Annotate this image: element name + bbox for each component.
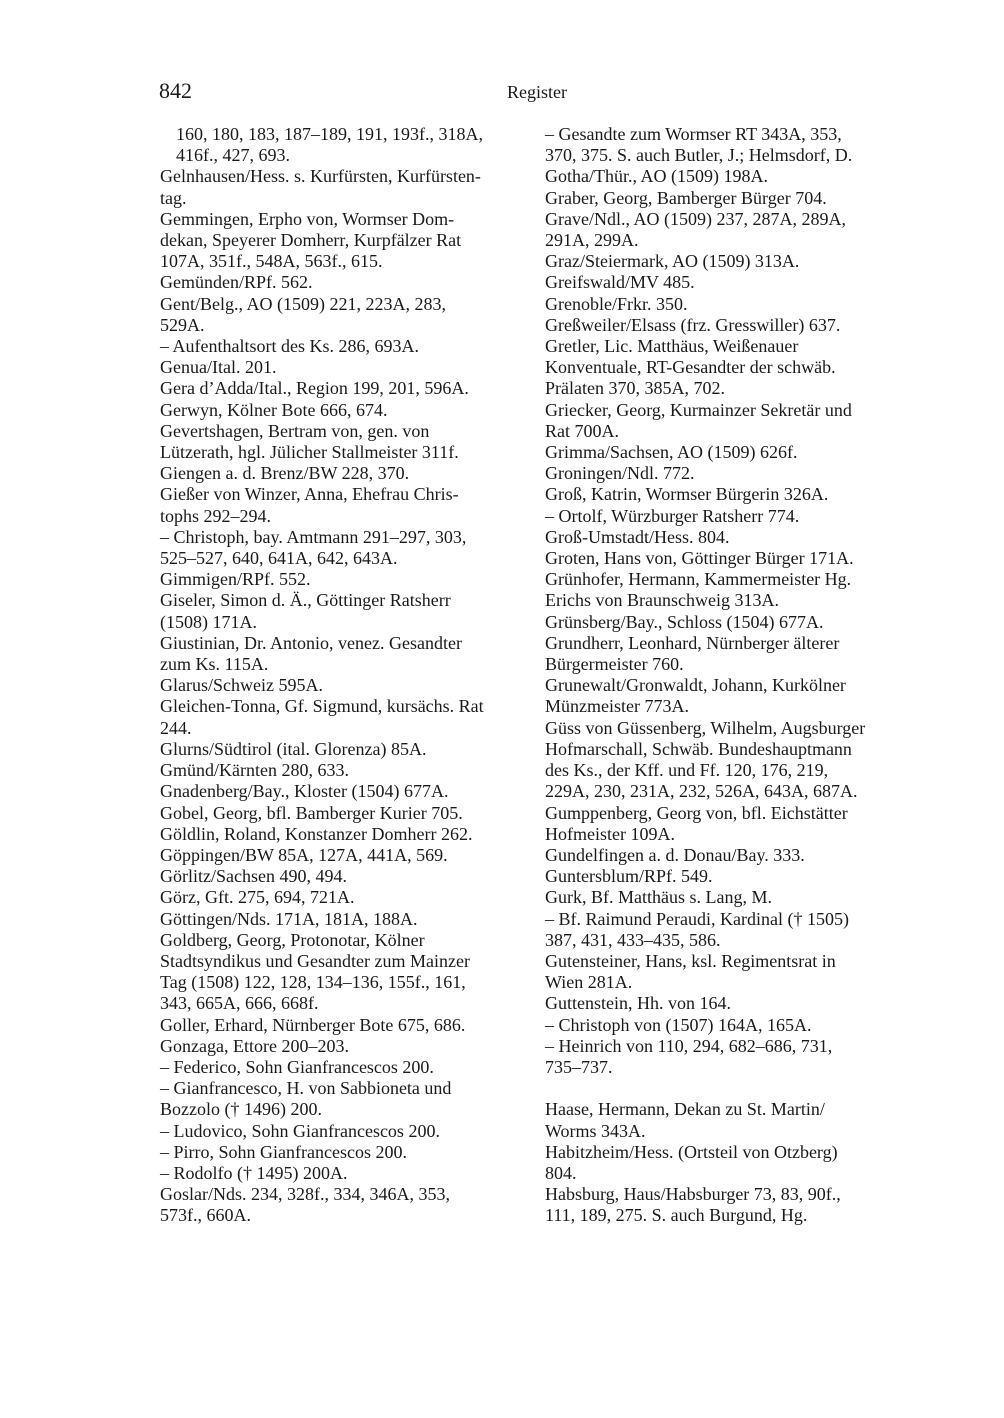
entry-line: Goldberg, Georg, Protonotar, Kölner	[160, 929, 425, 950]
entry-line: – Gesandte zum Wormser RT 343A, 353,	[545, 124, 842, 144]
index-entry	[545, 803, 915, 845]
entry-line: dekan, Speyerer Domherr, Kurpfälzer Rat	[160, 230, 462, 251]
index-entry	[545, 718, 915, 803]
index-entry	[545, 294, 915, 315]
entry-line: Groß, Katrin, Wormser Bürgerin 326A.	[545, 484, 829, 505]
entry-line: zum Ks. 115A.	[160, 654, 269, 675]
entry-line: – Rodolfo († 1495) 200A.	[160, 1162, 348, 1183]
entry-line: Glurns/Südtirol (ital. Glorenza) 85A.	[160, 738, 427, 759]
entry-line: Görz, Gft. 275, 694, 721A.	[160, 887, 355, 908]
index-entry	[160, 1184, 532, 1226]
entry-line: Grünhofer, Hermann, Kammermeister Hg.	[545, 569, 852, 590]
entry-line: – Federico, Sohn Gianfrancescos 200.	[160, 1056, 434, 1077]
index-entry	[545, 993, 915, 1014]
entry-line: 291A, 299A.	[545, 230, 639, 251]
entry-line: Gretler, Lic. Matthäus, Weißenauer	[545, 336, 799, 357]
index-entry	[160, 739, 532, 760]
index-entry	[160, 781, 532, 802]
entry-line: Graz/Steiermark, AO (1509) 313A.	[545, 251, 800, 272]
index-entry	[545, 442, 915, 463]
index-subentry	[545, 1036, 915, 1078]
entry-line: Gerwyn, Kölner Bote 666, 674.	[160, 399, 388, 420]
index-entry	[545, 463, 915, 484]
index-entry	[160, 357, 532, 378]
index-entry	[545, 1184, 915, 1226]
index-entry	[160, 569, 532, 590]
index-entry	[160, 866, 532, 887]
entry-line: Gemünden/RPf. 562.	[160, 272, 313, 293]
entry-line: Gleichen-Tonna, Gf. Sigmund, kursächs. Rat	[160, 696, 484, 717]
index-entry	[545, 484, 915, 505]
entry-line: Groningen/Ndl. 772.	[545, 463, 695, 484]
entry-line: Gotha/Thür., AO (1509) 198A.	[545, 166, 768, 187]
entry-line: Bozzolo († 1496) 200.	[160, 1099, 322, 1120]
entry-line: 229A, 230, 231A, 232, 526A, 643A, 687A.	[545, 781, 858, 802]
index-entry	[160, 272, 532, 293]
entry-line: 387, 431, 433–435, 586.	[545, 929, 721, 950]
entry-line: Göppingen/BW 85A, 127A, 441A, 569.	[160, 844, 448, 865]
index-entry	[160, 824, 532, 845]
entry-line: Gundelfingen a. d. Donau/Bay. 333.	[545, 844, 805, 865]
entry-line: – Ortolf, Würzburger Ratsherr 774.	[545, 505, 800, 526]
index-column-right	[545, 124, 915, 1227]
index-entry	[160, 378, 532, 399]
index-entry	[545, 951, 915, 993]
entry-line: Hofmeister 109A.	[545, 823, 675, 844]
entry-line: Gutensteiner, Hans, ksl. Regimentsrat in	[545, 950, 836, 971]
index-entry	[545, 569, 915, 611]
entry-line: 529A.	[160, 314, 205, 335]
entry-line: – Bf. Raimund Peraudi, Kardinal († 1505)	[545, 908, 849, 929]
entry-line: Worms 343A.	[545, 1120, 646, 1141]
entry-line: Gent/Belg., AO (1509) 221, 223A, 283,	[160, 293, 446, 314]
entry-line: Groß-Umstadt/Hess. 804.	[545, 526, 730, 547]
entry-line: Grimma/Sachsen, AO (1509) 626f.	[545, 442, 798, 463]
index-entry	[545, 336, 915, 400]
entry-line: – Christoph, bay. Amtmann 291–297, 303,	[160, 526, 467, 547]
index-entry	[545, 272, 915, 293]
entry-line: – Christoph von (1507) 164A, 165A.	[545, 1014, 812, 1035]
index-entry	[160, 675, 532, 696]
index-subentry	[160, 1057, 532, 1078]
entry-line: Gera d’Adda/Ital., Region 199, 201, 596A.	[160, 378, 469, 399]
entry-line: 343, 665A, 666, 668f.	[160, 993, 319, 1014]
entry-line: – Gianfrancesco, H. von Sabbioneta und	[160, 1078, 452, 1099]
entry-line: 416f., 427, 693.	[176, 145, 290, 166]
index-entry	[545, 188, 915, 209]
entry-line: Haase, Hermann, Dekan zu St. Martin/	[545, 1099, 825, 1120]
entry-line: Glarus/Schweiz 595A.	[160, 675, 323, 696]
entry-line: 244.	[160, 717, 192, 738]
entry-line: (1508) 171A.	[160, 611, 257, 632]
index-entry	[545, 612, 915, 633]
entry-line: Genua/Ital. 201.	[160, 357, 277, 378]
entry-line: Grenoble/Frkr. 350.	[545, 293, 688, 314]
index-entry	[160, 1015, 532, 1036]
entry-line: Stadtsyndikus und Gesandter zum Mainzer	[160, 950, 470, 971]
entry-line: Habsburg, Haus/Habsburger 73, 83, 90f.,	[545, 1184, 841, 1205]
entry-line: Giengen a. d. Brenz/BW 228, 370.	[160, 463, 410, 484]
index-entry	[545, 675, 915, 717]
entry-line: Guttenstein, Hh. von 164.	[545, 993, 731, 1014]
index-entry	[160, 484, 532, 526]
entry-line: des Ks., der Kff. und Ff. 120, 176, 219,	[545, 760, 829, 781]
entry-line: Güss von Güssenberg, Wilhelm, Augsburger	[545, 717, 866, 738]
index-entry	[545, 633, 915, 675]
entry-line: Göttingen/Nds. 171A, 181A, 188A.	[160, 908, 418, 929]
entry-line: Guntersblum/RPf. 549.	[545, 866, 713, 887]
entry-line: Erichs von Braunschweig 313A.	[545, 590, 779, 611]
index-entry	[160, 463, 532, 484]
index-column-left	[160, 124, 532, 1227]
index-entry	[160, 590, 532, 632]
entry-line: Gimmigen/RPf. 552.	[160, 569, 311, 590]
index-entry	[160, 124, 532, 166]
index-subentry	[545, 1015, 915, 1036]
entry-line: tag.	[160, 187, 187, 208]
index-entry	[545, 1099, 915, 1141]
index-entry	[545, 209, 915, 251]
entry-line: 107A, 351f., 548A, 563f., 615.	[160, 251, 383, 272]
entry-line: Goller, Erhard, Nürnberger Bote 675, 686.	[160, 1014, 466, 1035]
entry-line: Gnadenberg/Bay., Kloster (1504) 677A.	[160, 781, 449, 802]
index-subentry	[160, 1078, 532, 1120]
entry-line: Grundherr, Leonhard, Nürnberger älterer	[545, 632, 840, 653]
entry-line: Grave/Ndl., AO (1509) 237, 287A, 289A,	[545, 208, 846, 229]
index-entry	[160, 421, 532, 463]
entry-line: 525–527, 640, 641A, 642, 643A.	[160, 548, 398, 569]
index-entry	[160, 696, 532, 738]
entry-line: Grunewalt/Gronwaldt, Johann, Kurkölner	[545, 675, 846, 696]
entry-line: Grünsberg/Bay., Schloss (1504) 677A.	[545, 611, 824, 632]
index-entry	[160, 845, 532, 866]
entry-line: Gelnhausen/Hess. s. Kurfürsten, Kurfürsten-	[160, 166, 481, 187]
index-subentry	[160, 527, 532, 569]
index-entry	[545, 400, 915, 442]
entry-line: Gumppenberg, Georg von, bfl. Eichstätter	[545, 802, 848, 823]
entry-line: Gmünd/Kärnten 280, 633.	[160, 760, 349, 781]
entry-line: 735–737.	[545, 1056, 613, 1077]
index-subentry	[160, 1121, 532, 1142]
index-entry	[545, 548, 915, 569]
entry-line: – Ludovico, Sohn Gianfrancescos 200.	[160, 1120, 440, 1141]
index-entry	[160, 633, 532, 675]
entry-line: 370, 375. S. auch Butler, J.; Helmsdorf, D.	[545, 145, 853, 166]
entry-line: Graber, Georg, Bamberger Bürger 704.	[545, 187, 827, 208]
entry-line: Wien 281A.	[545, 972, 633, 993]
index-subentry	[160, 1142, 532, 1163]
entry-line: 160, 180, 183, 187–189, 191, 193f., 318A,	[176, 124, 483, 144]
index-entry	[160, 887, 532, 908]
entry-line: Habitzheim/Hess. (Ortsteil von Otzberg)	[545, 1141, 838, 1162]
entry-line: Konventuale, RT-Gesandter der schwäb.	[545, 357, 836, 378]
entry-line: – Pirro, Sohn Gianfrancescos 200.	[160, 1141, 407, 1162]
entry-line: Göldlin, Roland, Konstanzer Domherr 262.	[160, 823, 473, 844]
entry-line: Münzmeister 773A.	[545, 696, 689, 717]
entry-line: Gonzaga, Ettore 200–203.	[160, 1035, 349, 1056]
entry-line: Gemmingen, Erpho von, Wormser Dom-	[160, 208, 455, 229]
entry-line: Tag (1508) 122, 128, 134–136, 155f., 161,	[160, 972, 466, 993]
entry-line: Görlitz/Sachsen 490, 494.	[160, 866, 347, 887]
entry-line: Rat 700A.	[545, 420, 619, 441]
index-subentry	[545, 506, 915, 527]
entry-line: 573f., 660A.	[160, 1205, 251, 1226]
entry-line: Giustinian, Dr. Antonio, venez. Gesandter	[160, 632, 462, 653]
index-entry	[545, 527, 915, 548]
index-entry	[160, 400, 532, 421]
index-entry	[545, 166, 915, 187]
index-entry	[160, 1036, 532, 1057]
index-subentry	[160, 1163, 532, 1184]
index-entry	[160, 930, 532, 1015]
index-subentry	[545, 124, 915, 166]
index-entry	[545, 845, 915, 866]
index-entry	[160, 909, 532, 930]
index-subentry	[545, 909, 915, 951]
entry-line: Gobel, Georg, bfl. Bamberger Kurier 705.	[160, 802, 463, 823]
entry-line: Groten, Hans von, Göttinger Bürger 171A.	[545, 548, 854, 569]
entry-line: Lützerath, hgl. Jülicher Stallmeister 311f.	[160, 442, 459, 463]
running-head: Register	[507, 82, 567, 102]
entry-line: Hofmarschall, Schwäb. Bundeshauptmann	[545, 738, 852, 759]
entry-line: Bürgermeister 760.	[545, 654, 684, 675]
index-entry	[545, 315, 915, 336]
index-entry	[160, 209, 532, 273]
index-entry	[160, 294, 532, 336]
entry-line: Griecker, Georg, Kurmainzer Sekretär und	[545, 399, 852, 420]
entry-line: Giseler, Simon d. Ä., Göttinger Ratsherr	[160, 590, 451, 611]
entry-line: Prälaten 370, 385A, 702.	[545, 378, 725, 399]
index-subentry	[160, 336, 532, 357]
entry-line: – Heinrich von 110, 294, 682–686, 731,	[545, 1035, 833, 1056]
entry-line: Gurk, Bf. Matthäus s. Lang, M.	[545, 887, 772, 908]
index-entry	[160, 803, 532, 824]
index-entry	[160, 760, 532, 781]
entry-line: Gevertshagen, Bertram von, gen. von	[160, 420, 430, 441]
index-entry	[545, 866, 915, 887]
entry-line: tophs 292–294.	[160, 505, 272, 526]
index-entry	[545, 1142, 915, 1184]
index-entry	[545, 887, 915, 908]
index-entry	[160, 166, 532, 208]
entry-line: Greifswald/MV 485.	[545, 272, 695, 293]
index-entry	[545, 251, 915, 272]
entry-line: Greßweiler/Elsass (frz. Gresswiller) 637.	[545, 314, 841, 335]
entry-line: 111, 189, 275. S. auch Burgund, Hg.	[545, 1205, 808, 1226]
entry-line: 804.	[545, 1162, 577, 1183]
section-gap	[545, 1078, 915, 1099]
entry-line: Gießer von Winzer, Anna, Ehefrau Chris-	[160, 484, 459, 505]
page-number: 842	[159, 78, 192, 103]
entry-line: – Aufenthaltsort des Ks. 286, 693A.	[160, 336, 419, 357]
entry-line: Goslar/Nds. 234, 328f., 334, 346A, 353,	[160, 1184, 450, 1205]
